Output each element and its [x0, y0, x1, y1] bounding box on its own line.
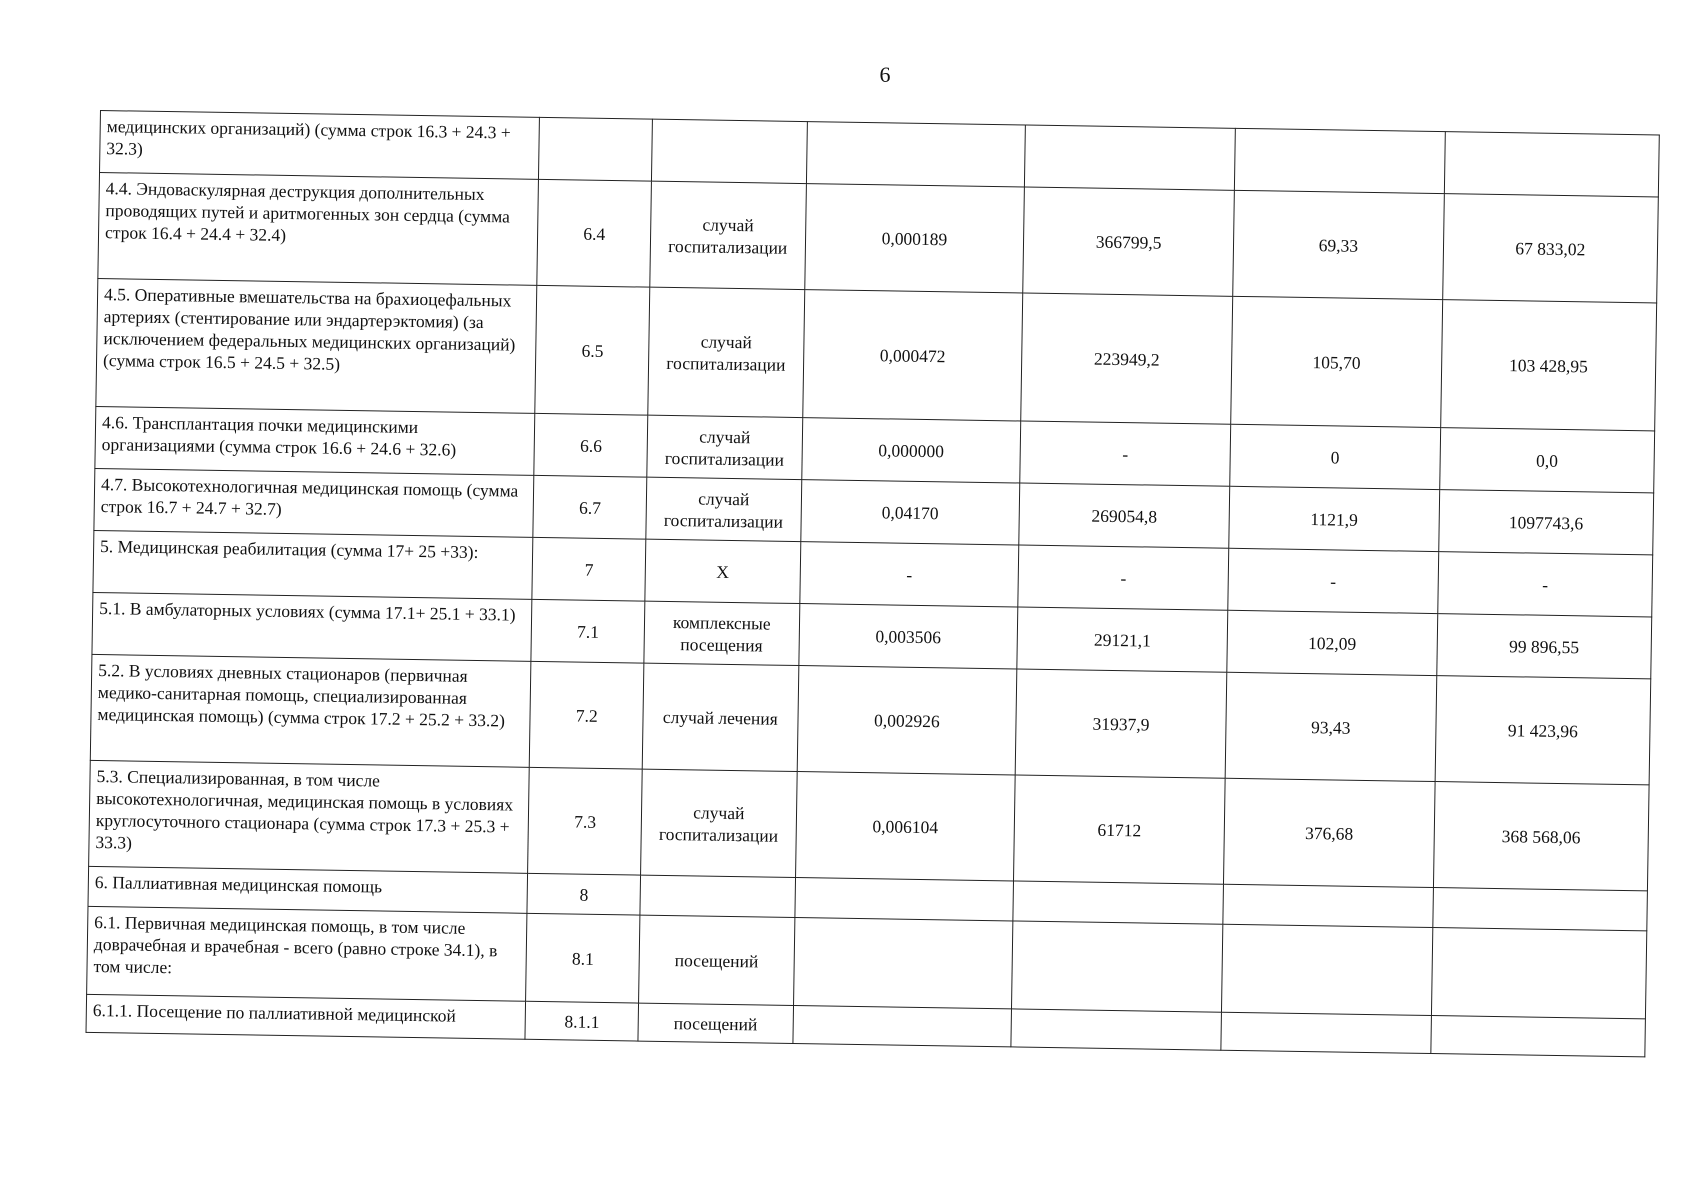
- row-value-2: [1013, 881, 1223, 924]
- row-value-1: 0,000189: [804, 184, 1024, 293]
- row-value-4: 368 568,06: [1433, 782, 1649, 891]
- page-number: 6: [879, 62, 891, 87]
- row-value-3: 0: [1230, 424, 1441, 489]
- row-value-3: 105,70: [1231, 296, 1443, 427]
- row-number: 7.2: [530, 661, 644, 769]
- row-value-1: 0,000472: [802, 290, 1023, 421]
- row-value-3: [1221, 924, 1432, 1015]
- table-row: [96, 278, 1657, 430]
- row-value-1: 0,002926: [797, 666, 1017, 775]
- row-value-3: 102,09: [1227, 610, 1438, 675]
- row-value-4: 103 428,95: [1440, 300, 1656, 431]
- row-name: 4.7. Высокотехнологичная медицинская помощь (сумма строк 16.7 + 24.7 + 32.7): [94, 468, 534, 537]
- row-unit: случай госпитализации: [647, 415, 803, 479]
- row-value-1: 0,04170: [800, 480, 1020, 545]
- row-name: 4.4. Эндоваскулярная деструкция дополнительных проводящих путей и аритмогенных зон сердца (сумма строк 16.4 + 24.4 + 32.4): [98, 173, 539, 286]
- row-number: 8.1: [526, 913, 640, 1003]
- row-value-2: -: [1018, 545, 1229, 610]
- row-value-1: [794, 878, 1013, 921]
- row-name: 4.6. Трансплантация почки медицинскими организациями (сумма строк 16.6 + 24.6 + 32.6): [95, 406, 535, 475]
- row-value-3: [1234, 128, 1445, 193]
- row-value-4: [1433, 888, 1648, 931]
- row-value-1: 0,000000: [801, 418, 1021, 483]
- row-value-3: 93,43: [1225, 672, 1436, 781]
- row-value-1: [806, 122, 1026, 187]
- row-value-2: [1025, 125, 1236, 190]
- row-number: 8: [527, 873, 640, 915]
- row-number: 6.6: [534, 413, 648, 477]
- row-name: 5.2. В условиях дневных стационаров (первичная медико-санитарная помощь, специализированная медицинская помощь) (сумма строк 17.2 + 25.2 + 33.2): [90, 654, 531, 767]
- row-number: 8.1.1: [525, 1001, 638, 1041]
- row-value-3: [1223, 884, 1433, 927]
- row-value-4: 0,0: [1439, 428, 1654, 493]
- row-unit: случай госпитализации: [650, 181, 806, 289]
- row-value-4: [1431, 928, 1647, 1019]
- row-number: [539, 117, 653, 181]
- row-unit: [651, 119, 807, 183]
- row-value-2: [1011, 1009, 1221, 1050]
- row-value-4: 67 833,02: [1442, 194, 1658, 303]
- row-unit: посещений: [639, 915, 795, 1005]
- row-value-3: [1221, 1012, 1431, 1053]
- row-value-4: [1431, 1016, 1646, 1057]
- row-value-2: 31937,9: [1015, 669, 1226, 778]
- row-number: 6.5: [535, 285, 650, 415]
- row-value-1: 0,003506: [798, 604, 1018, 669]
- row-value-1: [793, 1005, 1012, 1046]
- row-name: медицинских организаций) (сумма строк 16.3 + 24.3 + 32.3): [100, 111, 540, 180]
- row-name: 5.1. В амбулаторных условиях (сумма 17.1+ 25.1 + 33.1): [92, 592, 532, 661]
- row-value-4: -: [1437, 552, 1652, 617]
- row-unit: Х: [645, 539, 801, 603]
- row-unit: [640, 875, 795, 917]
- row-unit: случай лечения: [642, 663, 798, 771]
- row-value-4: 99 896,55: [1437, 614, 1652, 679]
- row-value-1: 0,006104: [795, 772, 1015, 881]
- row-value-1: -: [799, 542, 1019, 607]
- row-name: 6.1. Первичная медицинская помощь, в том числе доврачебная и врачебная - всего (равно строке 34.1), в том числе:: [87, 906, 528, 1001]
- row-unit: случай госпитализации: [646, 477, 802, 541]
- row-unit: случай госпитализации: [648, 287, 805, 417]
- row-value-3: 69,33: [1233, 190, 1444, 299]
- row-name: 5.3. Специализированная, в том числе высокотехнологичная, медицинская помощь в условиях круглосуточного стационара (сумма строк 17.3 + 25.3 + 33.3): [89, 760, 530, 873]
- row-value-3: 1121,9: [1229, 486, 1440, 551]
- row-name: 6. Паллиативная медицинская помощь: [88, 866, 528, 913]
- table-sheet: [86, 110, 1660, 1057]
- row-value-2: 61712: [1014, 775, 1225, 884]
- row-name: 6.1.1. Посещение по паллиативной медицинской: [86, 994, 526, 1039]
- row-value-3: -: [1228, 548, 1439, 613]
- row-value-2: -: [1020, 421, 1231, 486]
- row-value-4: 1097743,6: [1438, 490, 1653, 555]
- row-name: 4.5. Оперативные вмешательства на брахиоцефальных артериях (стентирование или эндартерэктомия) (за исключением федеральных медицинских организаций) (сумма строк 16.5 + 24.5 + 32.5): [96, 278, 537, 413]
- row-value-3: 376,68: [1223, 778, 1434, 887]
- row-unit: комплексные посещения: [644, 601, 800, 665]
- row-unit: случай госпитализации: [641, 769, 797, 877]
- row-number: 6.4: [537, 179, 651, 287]
- data-table: [86, 110, 1660, 1057]
- row-value-2: [1012, 921, 1223, 1012]
- row-value-1: [793, 918, 1013, 1009]
- row-value-2: 29121,1: [1017, 607, 1228, 672]
- row-value-2: 366799,5: [1023, 187, 1234, 296]
- row-value-2: 269054,8: [1019, 483, 1230, 548]
- row-value-4: 91 423,96: [1435, 676, 1651, 785]
- row-value-4: [1444, 132, 1659, 197]
- row-number: 7.3: [528, 767, 642, 875]
- row-value-2: 223949,2: [1021, 293, 1233, 424]
- row-name: 5. Медицинская реабилитация (сумма 17+ 25 +33):: [93, 530, 533, 599]
- row-number: 6.7: [533, 475, 647, 539]
- row-unit: посещений: [638, 1003, 793, 1043]
- row-number: 7.1: [531, 599, 645, 663]
- row-number: 7: [532, 537, 646, 601]
